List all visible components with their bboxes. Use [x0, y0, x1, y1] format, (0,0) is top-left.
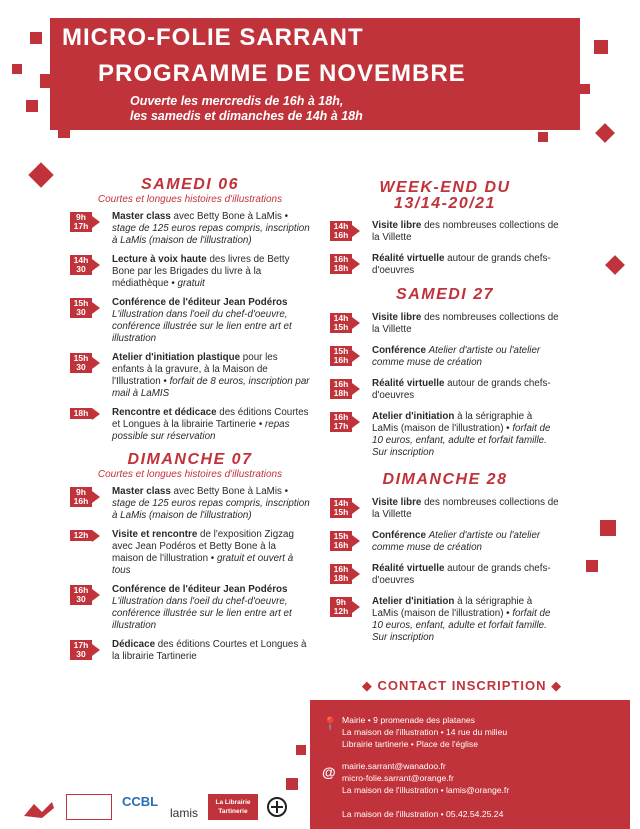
deco-square — [12, 64, 22, 74]
time-badge — [330, 498, 352, 518]
event-item — [330, 312, 560, 338]
deco-square — [600, 520, 616, 536]
time-badge — [70, 298, 92, 318]
deco-diamond — [28, 162, 53, 187]
time-start: 18h — [73, 408, 89, 418]
time-end: 15h — [333, 322, 349, 332]
deco-diamond — [595, 123, 615, 143]
event-details: L'illustration dans l'oeil du chef-d'oeuvre, conférence illustrée sur le lien entre art et illustration — [112, 596, 292, 631]
time-end: 16h — [333, 355, 349, 365]
event-item — [70, 584, 310, 632]
deco-square — [296, 745, 306, 755]
event-item — [70, 486, 310, 522]
event-details: gratuit — [177, 278, 205, 289]
event-list — [330, 220, 560, 279]
deco-diamond — [605, 255, 625, 275]
time-end: 18h — [333, 388, 349, 398]
time-end: 18h — [333, 573, 349, 583]
event-item — [70, 639, 310, 665]
time-badge — [70, 487, 92, 507]
day-heading-weekend-dates: 13/14-20/21 — [394, 195, 496, 212]
event-details: stage de 125 euros repas compris, inscription à LaMis (maison de l'illustration) — [112, 498, 310, 521]
time-start: 16h — [333, 412, 349, 422]
time-start: 14h — [333, 221, 349, 231]
time-end: 18h — [333, 263, 349, 273]
at-sign-icon: @ — [322, 764, 336, 780]
event-details: forfait de 10 euros, enfant, adulte et forfait famille. Sur inscription — [372, 423, 551, 458]
event-description: de l'exposition Zigzag avec Jean Podéros et Betty Bone à la maison de l'illustration • — [112, 529, 294, 564]
deco-square — [580, 84, 590, 94]
event-title: Visite libre — [372, 312, 422, 323]
event-description: autour de grands chefs-d'oeuvres — [372, 253, 551, 276]
time-badge — [70, 530, 92, 541]
time-end: 15h — [333, 507, 349, 517]
event-item — [330, 378, 560, 404]
time-start: 14h — [73, 255, 89, 265]
day-heading-weekend: WEEK-END DU — [379, 179, 511, 196]
time-end: 30 — [76, 307, 86, 317]
contact-address-1: Mairie • 9 promenade des platanes — [342, 715, 475, 725]
day-subtitle-dimanche07: Courtes et longues histoires d'illustrations — [97, 469, 283, 480]
event-list — [330, 312, 560, 459]
diamond-icon: ◆ — [546, 678, 563, 693]
event-item — [70, 352, 310, 400]
day-heading-samedi06: SAMEDI 06 — [141, 176, 239, 193]
time-badge — [330, 379, 352, 399]
time-start: 15h — [73, 353, 89, 363]
deco-square — [538, 132, 548, 142]
event-title: Master class — [112, 211, 171, 222]
day-heading-samedi27: SAMEDI 27 — [396, 286, 494, 303]
event-title: Visite libre — [372, 220, 422, 231]
time-start: 9h — [76, 212, 86, 222]
map-pin-icon: 📍 — [322, 716, 339, 731]
event-description: des nombreuses collections de la Villette — [372, 312, 559, 335]
time-badge — [330, 313, 352, 333]
time-badge — [70, 408, 92, 419]
contact-email-2[interactable]: micro-folie.sarrant@orange.fr — [342, 773, 454, 783]
event-item — [330, 497, 560, 523]
event-description: des livres de Betty Bone par les Brigades du livre à la médiathèque • — [112, 254, 290, 289]
event-item — [330, 411, 560, 459]
event-list — [70, 486, 310, 665]
partner-logos — [22, 790, 302, 824]
time-end: 30 — [76, 594, 86, 604]
page-subtitle: PROGRAMME DE NOVEMBRE — [98, 60, 466, 87]
day-heading-dimanche07: DIMANCHE 07 — [127, 451, 253, 468]
event-title: Réalité virtuelle — [372, 563, 445, 574]
event-title: Visite libre — [372, 497, 422, 508]
event-item — [330, 253, 560, 279]
event-title: Lecture à voix haute — [112, 254, 207, 265]
time-start: 16h — [333, 254, 349, 264]
day-heading-dimanche28: DIMANCHE 28 — [382, 471, 508, 488]
event-description: des nombreuses collections de la Villette — [372, 220, 559, 243]
time-badge — [330, 531, 352, 551]
page-title: MICRO-FOLIE SARRANT — [62, 24, 364, 51]
event-title: Réalité virtuelle — [372, 253, 445, 264]
opening-hours-line1: Ouverte les mercredis de 16h à 18h, — [130, 94, 344, 108]
time-badge — [330, 346, 352, 366]
event-list — [70, 211, 310, 443]
event-title: Atelier d'initiation — [372, 411, 455, 422]
event-title: Réalité virtuelle — [372, 378, 445, 389]
time-end: 12h — [333, 606, 349, 616]
time-start: 16h — [333, 564, 349, 574]
time-start: 15h — [73, 298, 89, 308]
deco-square — [594, 40, 608, 54]
event-details: Atelier d'artiste ou l'atelier comme muse de création — [372, 345, 541, 368]
event-item — [330, 563, 560, 589]
event-details: stage de 125 euros repas compris, inscription à LaMis (maison de l'illustration) — [112, 223, 310, 246]
diamond-icon: ◆ — [361, 678, 378, 693]
contact-address-2: La maison de l'illustration • 14 rue du milieu — [342, 727, 508, 737]
contact-heading — [312, 678, 612, 694]
logo-lamis: lamis — [170, 806, 199, 820]
event-title: Conférence de l'éditeur Jean Podéros — [112, 297, 288, 308]
time-start: 16h — [73, 585, 89, 595]
event-title: Visite et rencontre — [112, 529, 198, 540]
right-column — [330, 180, 560, 651]
event-item — [70, 529, 310, 577]
logo-round — [266, 796, 288, 820]
event-title: Master class — [112, 486, 171, 497]
event-item — [70, 211, 310, 247]
logo-ccbl: CCBL — [122, 794, 159, 809]
contact-email-1[interactable]: mairie.sarrant@wanadoo.fr — [342, 761, 446, 771]
logo-sarrant — [22, 798, 56, 820]
event-description: autour de grands chefs-d'oeuvres — [372, 563, 551, 586]
time-start: 14h — [333, 313, 349, 323]
time-badge — [330, 412, 352, 432]
time-end: 30 — [76, 362, 86, 372]
time-end: 30 — [76, 649, 86, 659]
event-details: forfait de 8 euros, inscription par mail à LaMIS — [112, 376, 310, 399]
event-details: gratuit et ouvert à tous — [112, 553, 294, 576]
time-end: 30 — [76, 264, 86, 274]
logo-librairie-tartinerie — [208, 794, 258, 820]
event-description: avec Betty Bone à LaMis • — [170, 486, 289, 497]
time-badge — [330, 221, 352, 241]
event-item — [70, 254, 310, 290]
time-start: 14h — [333, 498, 349, 508]
time-end: 16h — [333, 540, 349, 550]
event-description: des éditions Courtes et Longues à la librairie Tartinerie — [112, 639, 307, 662]
logo-micro-folie — [66, 794, 112, 820]
event-details: repas possible sur réservation — [112, 419, 290, 442]
event-description: pour les enfants à la gravure, à la Maison de l'Illustration • — [112, 352, 278, 387]
time-badge — [330, 564, 352, 584]
contact-heading-text: CONTACT INSCRIPTION — [377, 678, 547, 693]
event-details: forfait de 10 euros, enfant, adulte et forfait famille. Sur inscription — [372, 608, 551, 643]
event-item — [330, 220, 560, 246]
event-description: à la sérigraphie à LaMis (maison de l'illustration) • — [372, 411, 533, 434]
time-start: 15h — [333, 531, 349, 541]
contact-email-3[interactable]: La maison de l'illustration • lamis@orange.fr — [342, 785, 510, 795]
time-start: 9h — [76, 487, 86, 497]
time-start: 17h — [73, 640, 89, 650]
contact-box — [310, 700, 630, 829]
time-badge — [70, 212, 92, 232]
time-end: 17h — [73, 221, 89, 231]
event-description: à la sérigraphie à LaMis (maison de l'illustration) • — [372, 596, 533, 619]
event-description: avec Betty Bone à LaMis • — [170, 211, 289, 222]
opening-hours-line2: les samedis et dimanches de 14h à 18h — [130, 109, 363, 123]
event-title: Conférence — [372, 345, 426, 356]
time-badge — [70, 255, 92, 275]
event-description: autour de grands chefs-d'oeuvres — [372, 378, 551, 401]
time-badge — [70, 353, 92, 373]
time-badge — [330, 254, 352, 274]
event-list — [330, 497, 560, 644]
deco-square — [26, 100, 38, 112]
event-item — [330, 345, 560, 371]
deco-square — [286, 778, 298, 790]
time-badge — [70, 640, 92, 660]
deco-square — [30, 32, 42, 44]
time-start: 9h — [336, 597, 346, 607]
time-start: 12h — [73, 530, 89, 540]
contact-phone[interactable]: La maison de l'illustration • 05.42.54.25.24 — [342, 809, 504, 819]
event-title: Conférence — [372, 530, 426, 541]
time-badge — [70, 585, 92, 605]
event-item — [330, 596, 560, 644]
contact-address-3: Librairie tartinerie • Place de l'église — [342, 739, 479, 749]
event-details: Atelier d'artiste ou l'atelier comme muse de création — [372, 530, 541, 553]
event-description: des éditions Courtes et Longues à la librairie Tartinerie • — [112, 407, 309, 430]
header-banner — [50, 18, 580, 130]
time-start: 15h — [333, 346, 349, 356]
logo-librairie-line1: La Librairie — [215, 799, 251, 806]
time-end: 16h — [333, 230, 349, 240]
time-start: 16h — [333, 379, 349, 389]
event-description: des nombreuses collections de la Villette — [372, 497, 559, 520]
logo-librairie-line2: Tartinerie — [218, 808, 248, 815]
event-title: Dédicace — [112, 639, 156, 650]
deco-square — [586, 560, 598, 572]
event-title: Conférence de l'éditeur Jean Podéros — [112, 584, 288, 595]
event-title: Rencontre et dédicace — [112, 407, 217, 418]
event-item — [70, 407, 310, 443]
left-column — [70, 176, 310, 672]
event-item — [70, 297, 310, 345]
event-item — [330, 530, 560, 556]
event-details: L'illustration dans l'oeil du chef-d'oeuvre, conférence illustrée sur le lien entre art et illustration — [112, 309, 292, 344]
event-title: Atelier d'initiation plastique — [112, 352, 241, 363]
time-end: 16h — [73, 496, 89, 506]
day-subtitle-samedi06: Courtes et longues histoires d'illustrations — [97, 194, 283, 205]
time-end: 17h — [333, 421, 349, 431]
time-badge — [330, 597, 352, 617]
event-title: Atelier d'initiation — [372, 596, 455, 607]
